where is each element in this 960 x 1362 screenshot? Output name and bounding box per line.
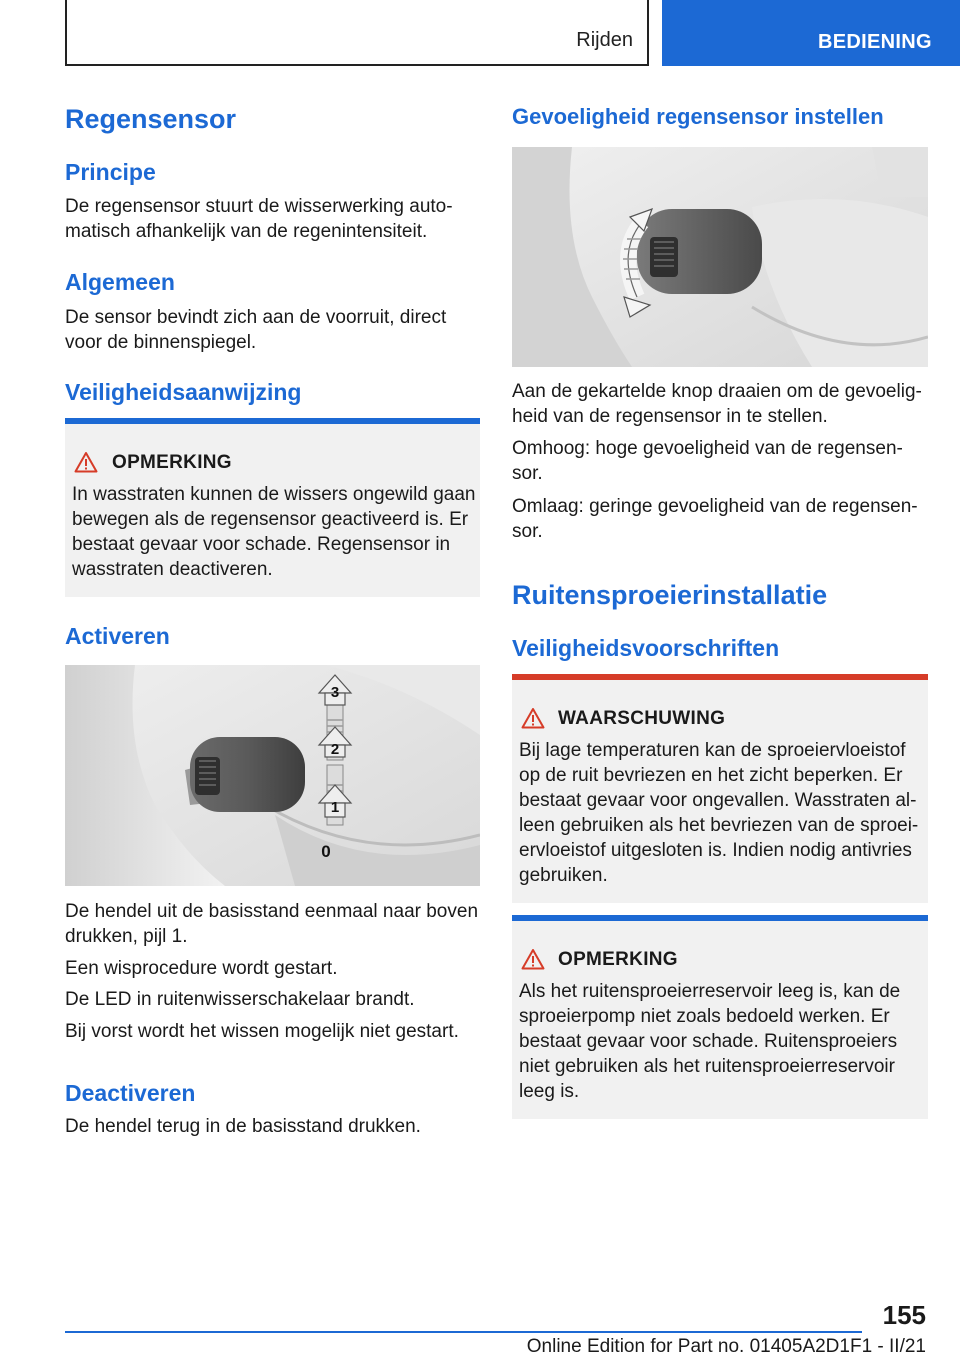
notice-washer-text: Als het ruitensproeierreservoir leeg is, kan de sproeierpomp niet zoals bedoeld werken. Er bestaat gevaar voor schade. Ruitensproeiers niet gebruiken als het ruitensproeierreservoir leeg is. <box>519 981 901 1102</box>
header-section-label: Rijden <box>576 29 633 51</box>
footer-divider <box>65 1331 862 1333</box>
deactivate-text: De hendel terug in de basisstand drukken. <box>65 1116 421 1137</box>
safety-rules-heading: Veiligheidsvoorschriften <box>512 635 780 661</box>
warning-triangle-icon <box>74 451 98 473</box>
activate-text-1: De hendel uit de basisstand eenmaal naar boven drukken, pijl 1. <box>65 901 479 947</box>
warning-text: Bij lage temperaturen kan de sproeiervloeistof op de ruit bevriezen en het zicht beperken. Er bestaat gevaar voor ongevallen. Wasstraten al- leen gebruiken als het bevriezen van de sproei- ervloeistof uitgesloten is. Indien nodig antivries gebruiken. <box>519 740 919 886</box>
notice-box-washer <box>512 915 928 1119</box>
principle-text: De regensensor stuurt de wisserwerking auto- matisch afhankelijk van de regenintensiteit. <box>65 196 453 242</box>
safety-heading: Veiligheidsaanwijzing <box>65 379 302 405</box>
notice-washer-title: OPMERKING <box>558 949 678 970</box>
notice-box <box>65 418 480 597</box>
figure-sensitivity-knob <box>512 147 928 367</box>
sensitivity-text-3: Omlaag: geringe gevoeligheid van de regensen- sor. <box>512 496 918 542</box>
header-section-box <box>65 0 649 66</box>
warning-box <box>512 674 928 903</box>
activate-heading: Activeren <box>65 623 170 649</box>
footer-edition: Online Edition for Part no. 01405A2D1F1 - II/21 <box>526 1336 926 1357</box>
figure-label-0: 0 <box>321 842 331 861</box>
warning-triangle-icon <box>521 707 545 729</box>
washer-heading: Ruitensproeierinstallatie <box>512 580 828 610</box>
activate-text-4: Bij vorst wordt het wissen mogelijk niet gestart. <box>65 1021 459 1042</box>
activate-text-3: De LED in ruitenwisserschakelaar brandt. <box>65 989 415 1010</box>
page-number: 155 <box>882 1300 926 1330</box>
sensitivity-text-1: Aan de gekartelde knop draaien om de gevoelig- heid van de regensensor in te stellen. <box>512 381 922 427</box>
sensitivity-text-2: Omhoog: hoge gevoeligheid van de regensen- sor. <box>512 438 903 484</box>
general-heading: Algemeen <box>65 269 175 295</box>
warning-triangle-icon <box>521 948 545 970</box>
deactivate-heading: Deactiveren <box>65 1080 196 1106</box>
activate-text-2: Een wisprocedure wordt gestart. <box>65 958 338 979</box>
notice-title: OPMERKING <box>112 452 232 473</box>
notice-text: In wasstraten kunnen de wissers ongewild gaan bewegen als de regensensor geactiveerd is. Er bestaat gevaar voor schade. Regensensor in wasstraten deactiveren. <box>72 484 476 580</box>
sensitivity-heading: Gevoeligheid regensensor instellen <box>512 104 884 129</box>
principle-heading: Principe <box>65 159 156 185</box>
warning-title: WAARSCHUWING <box>558 708 726 729</box>
figure-label-1: 1 <box>330 799 340 816</box>
page-title: Regensensor <box>65 104 237 134</box>
header-chapter-label: BEDIENING <box>818 31 932 53</box>
figure-label-2: 2 <box>330 741 340 758</box>
header-chapter-tab <box>662 0 960 66</box>
general-text: De sensor bevindt zich aan de voorruit, direct voor de binnenspiegel. <box>65 307 447 353</box>
figure-label-3: 3 <box>330 684 340 701</box>
figure-wiper-lever-positions <box>65 665 480 886</box>
